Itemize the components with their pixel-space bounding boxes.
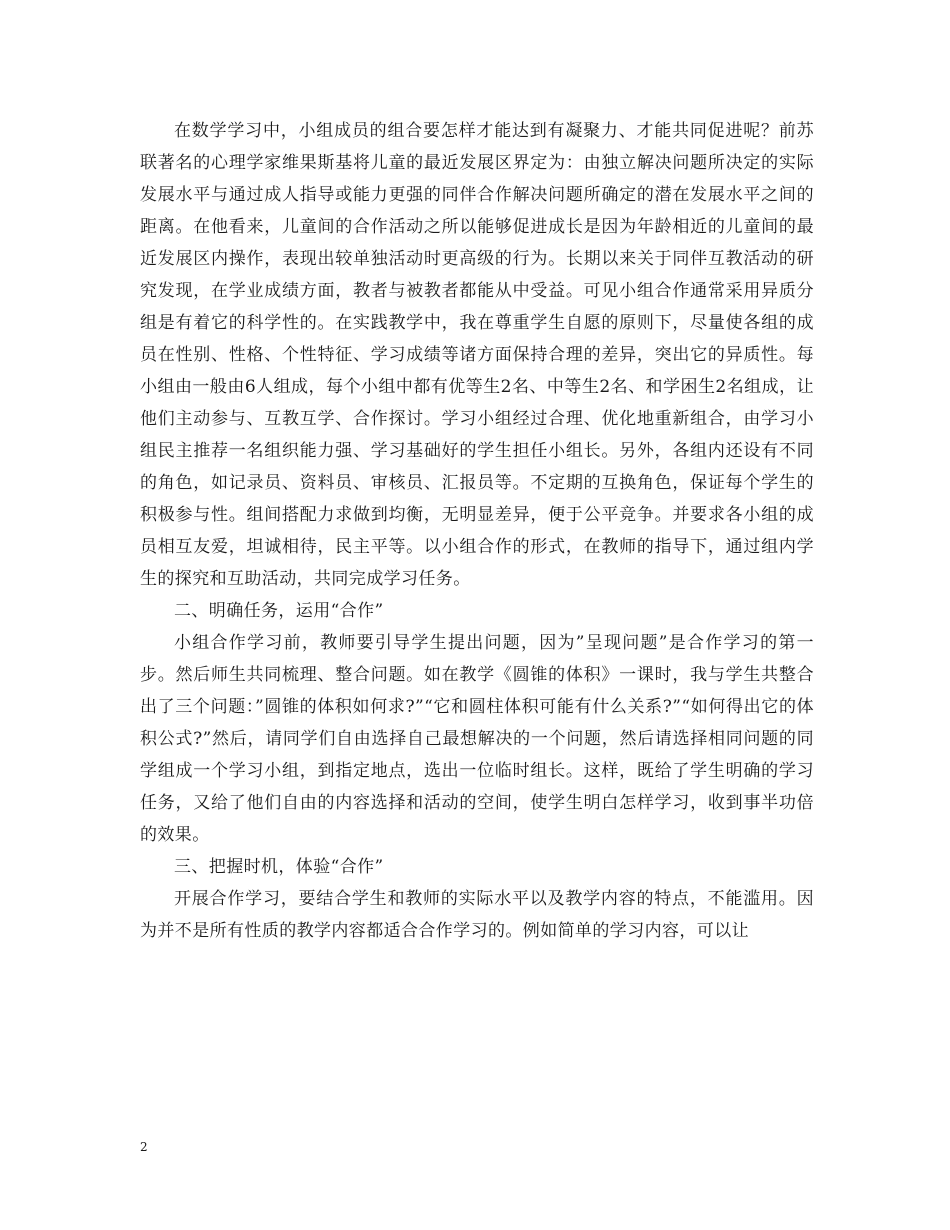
section-heading-task: 二、明确任务，运用“合作” [174, 601, 384, 621]
section-heading-timing: 三、把握时机，体验“合作” [174, 857, 384, 877]
page-number: 2 [140, 1140, 148, 1154]
document-body [140, 115, 814, 947]
paragraph-timing: 开展合作学习，要结合学生和教师的实际水平以及教学内容的特点，不能滥用。因为并不是所有性质的教学内容都适合合作学习的。例如简单的学习内容，可以让 [140, 889, 814, 941]
paragraph-task: 小组合作学习前，教师要引导学生提出问题，因为”呈现问题”是合作学习的第一步。然后师生共同梳理、整合问题。如在教学《圆锥的体积》一课时，我与学生共整合出了三个问题：”圆锥的体积如何求?”“它和圆柱体积可能有什么关系?”“如何得出它的体积公式?”然后，请同学们自由选择自己最想解决的一个问题，然后请选择相同问题的同学组成一个学习小组，到指定地点，选出一位临时组长。这样，既给了学生明确的学习任务，又给了他们自由的内容选择和活动的空间，使学生明白怎样学习，收到事半功倍的效果。 [140, 633, 814, 845]
paragraph-grouping: 在数学学习中，小组成员的组合要怎样才能达到有凝聚力、才能共同促进呢？前苏联著名的心理学家维果斯基将儿童的最近发展区界定为：由独立解决问题所决定的实际发展水平与通过成人指导或能力更强的同伴合作解决问题所确定的潜在发展水平之间的距离。在他看来，儿童间的合作活动之所以能够促进成长是因为年龄相近的儿童间的最近发展区内操作，表现出较单独活动时更高级的行为。长期以来关于同伴互教活动的研究发现，在学业成绩方面，教者与被教者都能从中受益。可见小组合作通常采用异质分组是有着它的科学性的。在实践教学中，我在尊重学生自愿的原则下，尽量使各组的成员在性别、性格、个性特征、学习成绩等诸方面保持合理的差异，突出它的异质性。每小组由一般由6人组成，每个小组中都有优等生2名、中等生2名、和学困生2名组成，让他们主动参与、互教互学、合作探讨。学习小组经过合理、优化地重新组合，由学习小组民主推荐一名组织能力强、学习基础好的学生担任小组长。另外，各组内还设有不同的角色，如记录员、资料员、审核员、汇报员等。不定期的互换角色，保证每个学生的积极参与性。组间搭配力求做到均衡，无明显差异，便于公平竞争。并要求各小组的成员相互友爱，坦诚相待，民主平等。以小组合作的形式，在教师的指导下，通过组内学生的探究和互助活动，共同完成学习任务。 [140, 121, 814, 589]
